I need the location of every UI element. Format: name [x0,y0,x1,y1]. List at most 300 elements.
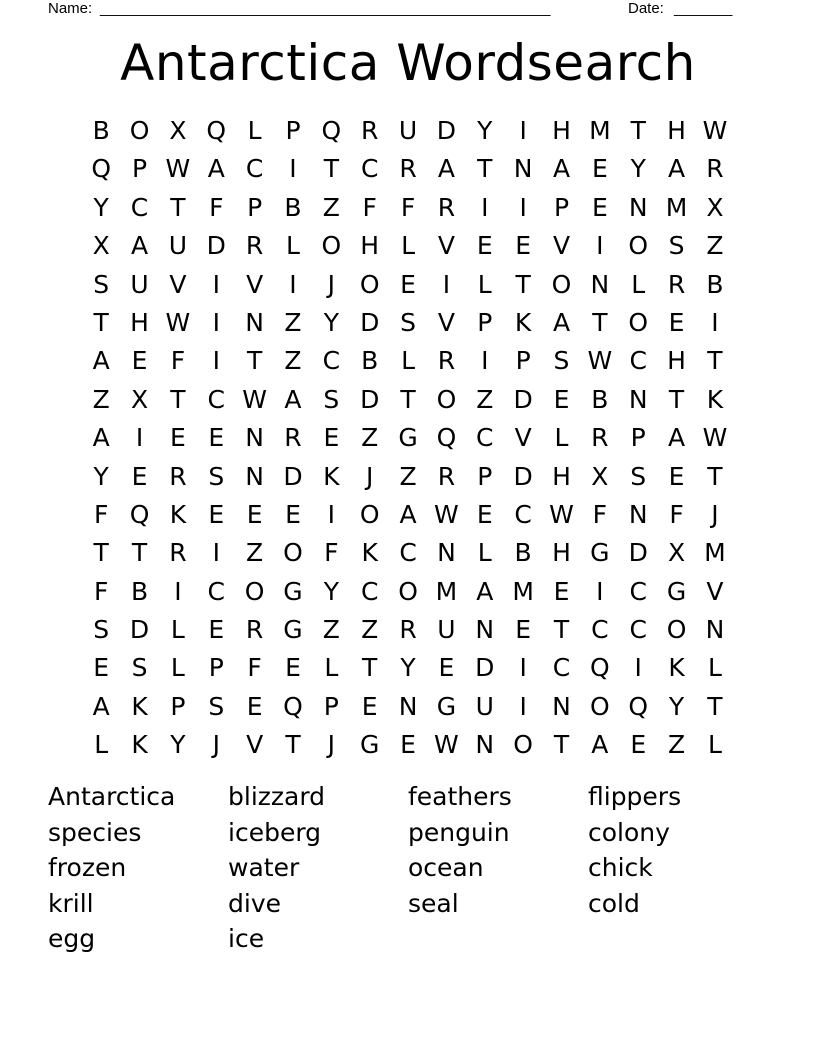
grid-letter[interactable]: I [212,307,220,337]
grid-letter[interactable]: D [513,384,533,414]
grid-letter[interactable]: V [169,269,187,299]
grid-letter[interactable]: O [436,384,457,414]
grid-letter[interactable]: E [438,653,455,683]
grid-letter[interactable]: E [630,730,647,760]
grid-letter[interactable]: C [514,499,532,529]
grid-letter[interactable]: E [553,384,570,414]
grid-letter[interactable]: H [360,231,380,261]
grid-letter[interactable]: O [359,269,380,299]
grid-letter[interactable]: H [552,461,571,491]
grid-letter[interactable]: K [131,691,148,721]
grid-letter[interactable]: B [591,384,609,414]
grid-letter[interactable]: B [514,538,532,568]
grid-letter[interactable]: I [442,269,451,299]
grid-letter[interactable]: O [628,231,649,261]
grid-letter[interactable]: W [165,307,191,337]
grid-letter[interactable]: Q [590,653,610,683]
grid-letter[interactable]: R [437,461,456,491]
grid-letter[interactable]: B [130,576,149,606]
grid-letter[interactable]: D [129,615,150,645]
grid-letter[interactable]: I [135,423,144,453]
grid-letter[interactable]: T [707,691,723,721]
grid-letter[interactable]: C [399,538,417,568]
grid-letter[interactable]: P [630,423,646,453]
grid-letter[interactable]: C [552,653,571,683]
grid-letter[interactable]: B [284,192,302,222]
grid-letter[interactable]: N [437,538,456,568]
word-list-item: dive [228,888,281,918]
grid-letter[interactable]: Q [129,499,150,529]
grid-letter[interactable]: C [629,615,647,645]
grid-letter[interactable]: N [513,154,533,184]
grid-letter[interactable]: F [592,499,608,529]
grid-letter[interactable]: N [475,730,495,760]
grid-letter[interactable]: N [590,269,610,299]
grid-letter[interactable]: Q [628,691,649,721]
grid-letter[interactable]: L [707,730,722,760]
grid-letter[interactable]: S [93,269,110,299]
grid-letter[interactable]: E [515,615,532,645]
grid-letter[interactable]: N [245,461,264,491]
grid-letter[interactable]: F [400,192,416,222]
grid-letter[interactable]: I [212,346,220,376]
grid-letter[interactable]: G [398,423,418,453]
grid-letter[interactable]: P [132,154,148,184]
grid-letter[interactable]: E [591,192,608,222]
grid-letter[interactable]: A [437,154,455,184]
grid-letter[interactable]: N [475,615,495,645]
grid-letter[interactable]: V [246,730,264,760]
grid-letter[interactable]: D [513,461,533,491]
grid-letter[interactable]: T [246,346,263,376]
grid-letter[interactable]: E [515,231,532,261]
grid-letter[interactable]: N [628,192,648,222]
grid-letter[interactable]: E [131,346,148,376]
grid-letter[interactable]: V [514,423,532,453]
grid-letter[interactable]: H [552,538,571,568]
grid-letter[interactable]: T [400,384,416,414]
grid-letter[interactable]: T [515,269,531,299]
grid-letter[interactable]: W [165,154,191,184]
grid-letter[interactable]: E [246,499,263,529]
grid-letter[interactable]: Z [399,461,417,491]
grid-letter[interactable]: D [360,307,380,337]
grid-letter[interactable]: E [400,269,416,299]
grid-letter[interactable]: D [475,653,495,683]
grid-letter[interactable]: R [169,538,187,568]
grid-letter[interactable]: P [323,691,339,721]
grid-letter[interactable]: J [327,269,336,299]
grid-letter[interactable]: Y [477,116,493,145]
grid-letter[interactable]: N [398,691,418,721]
grid-letter[interactable]: T [170,192,186,222]
word-list-row [48,886,768,922]
grid-letter[interactable]: W [702,116,728,145]
grid-letter[interactable]: V [706,576,724,606]
grid-letter[interactable]: I [596,231,604,261]
grid-letter[interactable]: T [553,730,570,760]
grid-letter[interactable]: L [707,653,722,683]
date-label: Date: [628,0,664,17]
grid-letter[interactable]: R [169,461,187,491]
grid-letter[interactable]: Z [246,538,264,568]
grid-letter[interactable]: N [245,423,264,453]
grid-letter[interactable]: L [401,346,416,376]
grid-letter[interactable]: F [209,192,224,222]
grid-letter[interactable]: G [590,538,610,568]
grid-letter[interactable]: E [170,423,186,453]
grid-letter[interactable]: I [289,154,297,184]
grid-letter[interactable]: E [400,730,416,760]
grid-letter[interactable]: A [552,154,571,184]
grid-letter[interactable]: P [170,691,186,721]
grid-letter[interactable]: T [630,116,646,145]
grid-letter[interactable]: A [399,499,417,529]
grid-letter[interactable]: R [245,615,264,645]
grid-letter[interactable]: T [553,615,570,645]
grid-letter[interactable]: O [283,538,303,568]
grid-letter[interactable]: X [591,461,609,491]
grid-letter[interactable]: Z [476,384,494,414]
grid-letter[interactable]: L [554,423,569,453]
grid-letter[interactable]: R [591,423,609,453]
grid-letter[interactable]: T [285,730,301,760]
grid-letter[interactable]: T [592,307,608,337]
grid-letter[interactable]: O [513,730,533,760]
grid-letter[interactable]: C [245,154,264,184]
grid-letter[interactable]: E [553,576,570,606]
grid-letter[interactable]: G [360,730,380,760]
grid-letter[interactable]: Z [284,307,302,337]
grid-letter[interactable]: Z [361,615,379,645]
grid-letter[interactable]: I [174,576,182,606]
grid-letter[interactable]: G [436,691,457,721]
grid-letter[interactable]: L [247,116,262,145]
grid-letter[interactable]: A [92,423,110,453]
grid-letter[interactable]: T [131,538,148,568]
grid-letter[interactable]: F [247,653,262,683]
grid-letter[interactable]: M [435,576,458,606]
name-field[interactable]: ______________________________________________________ [100,0,551,17]
grid-letter[interactable]: Z [361,423,379,453]
grid-letter[interactable]: D [206,231,226,261]
grid-letter[interactable]: X [130,384,149,414]
grid-letter[interactable]: F [669,499,684,529]
grid-letter[interactable]: O [129,116,150,145]
grid-letter[interactable]: A [591,730,609,760]
grid-letter[interactable]: C [476,423,494,453]
grid-letter[interactable]: L [94,730,109,760]
grid-letter[interactable]: R [399,615,417,645]
grid-letter[interactable]: J [366,461,374,491]
grid-letter[interactable]: C [360,154,379,184]
grid-letter[interactable]: Y [630,154,646,184]
grid-letter[interactable]: O [321,231,342,261]
grid-letter[interactable]: J [711,499,719,529]
grid-letter[interactable]: X [706,192,724,222]
grid-letter[interactable]: P [553,192,570,222]
grid-letter[interactable]: P [477,461,493,491]
grid-letter[interactable]: A [476,576,494,606]
grid-letter[interactable]: Y [170,730,186,760]
grid-letter[interactable]: A [130,231,149,261]
grid-letter[interactable]: I [212,269,220,299]
grid-letter[interactable]: P [477,307,493,337]
grid-letter[interactable]: E [668,461,685,491]
grid-letter[interactable]: T [362,653,378,683]
grid-letter[interactable]: L [170,615,185,645]
grid-letter[interactable]: S [93,615,110,645]
grid-letter[interactable]: I [289,269,297,299]
grid-letter[interactable]: P [285,116,301,145]
grid-letter[interactable]: N [552,691,571,721]
grid-letter[interactable]: X [668,538,686,568]
grid-letter[interactable]: W [242,384,267,414]
grid-letter[interactable]: C [591,615,609,645]
grid-letter[interactable]: I [596,576,604,606]
grid-letter[interactable]: C [360,576,379,606]
grid-letter[interactable]: L [170,653,185,683]
grid-letter[interactable]: S [553,346,570,376]
grid-letter[interactable]: I [327,499,336,529]
grid-letter[interactable]: U [475,691,494,721]
grid-letter[interactable]: F [170,346,186,376]
grid-letter[interactable]: F [362,192,377,222]
grid-letter[interactable]: S [630,461,647,491]
grid-letter[interactable]: K [706,384,724,414]
grid-letter[interactable]: I [711,307,719,337]
grid-letter[interactable]: I [212,538,220,568]
grid-letter[interactable]: F [93,576,109,606]
grid-letter[interactable]: A [92,691,110,721]
grid-letter[interactable]: T [707,461,723,491]
grid-letter[interactable]: T [323,154,339,184]
grid-letter[interactable]: I [519,192,527,222]
grid-letter[interactable]: U [130,269,149,299]
grid-letter[interactable]: E [476,499,493,529]
grid-letter[interactable]: Y [323,576,339,606]
grid-letter[interactable]: Q [436,423,457,453]
grid-letter[interactable]: R [245,231,264,261]
grid-letter[interactable]: G [666,576,687,606]
grid-letter[interactable]: Z [92,384,110,414]
grid-letter[interactable]: T [477,154,493,184]
grid-letter[interactable]: K [668,653,685,683]
grid-letter[interactable]: V [437,307,455,337]
grid-letter[interactable]: Y [93,461,109,491]
grid-letter[interactable]: Y [668,691,685,721]
grid-letter[interactable]: O [666,615,687,645]
grid-letter[interactable]: V [437,231,455,261]
grid-letter[interactable]: K [323,461,340,491]
grid-letter[interactable]: Q [321,116,342,145]
grid-letter[interactable]: I [634,653,642,683]
grid-letter[interactable]: R [361,116,379,145]
grid-letter[interactable]: E [591,154,608,184]
grid-letter[interactable]: K [361,538,378,568]
grid-letter[interactable]: S [668,231,685,261]
grid-letter[interactable]: F [324,538,339,568]
grid-letter[interactable]: J [212,730,220,760]
grid-letter[interactable]: H [130,307,149,337]
grid-letter[interactable]: E [208,615,225,645]
grid-letter[interactable]: K [514,307,532,337]
grid-letter[interactable]: E [93,653,110,683]
grid-letter[interactable]: U [398,116,418,145]
grid-letter[interactable]: D [628,538,648,568]
grid-letter[interactable]: T [668,384,685,414]
grid-letter[interactable]: E [361,691,378,721]
grid-letter[interactable]: Q [206,116,227,145]
grid-letter[interactable]: M [589,116,611,145]
grid-letter[interactable]: C [629,576,647,606]
grid-letter[interactable]: L [286,231,300,261]
grid-letter[interactable]: O [551,269,572,299]
grid-letter[interactable]: G [283,615,303,645]
grid-letter[interactable]: R [437,346,456,376]
grid-letter[interactable]: O [590,691,610,721]
grid-letter[interactable]: W [587,346,613,376]
grid-letter[interactable]: W [549,499,574,529]
grid-letter[interactable]: A [668,154,686,184]
grid-letter[interactable]: W [702,423,728,453]
grid-letter[interactable]: V [246,269,264,299]
grid-row [82,342,734,380]
grid-row [82,611,734,649]
grid-letter[interactable]: F [93,499,109,529]
grid-letter[interactable]: T [93,538,109,568]
grid-letter[interactable]: S [323,384,340,414]
grid-letter[interactable]: P [515,346,531,376]
grid-letter[interactable]: O [244,576,265,606]
grid-letter[interactable]: I [519,653,527,683]
grid-letter[interactable]: S [208,461,225,491]
grid-letter[interactable]: R [437,192,456,222]
grid-letter[interactable]: E [246,691,263,721]
grid-letter[interactable]: R [667,269,686,299]
grid-letter[interactable]: T [93,307,109,337]
grid-letter[interactable]: L [631,269,646,299]
grid-letter[interactable]: I [481,192,489,222]
grid-letter[interactable]: L [324,653,339,683]
grid-letter[interactable]: Q [91,154,112,184]
grid-letter[interactable]: X [92,231,110,261]
grid-letter[interactable]: N [628,384,648,414]
grid-letter[interactable]: R [284,423,302,453]
grid-letter[interactable]: C [322,346,341,376]
grid-letter[interactable]: J [327,730,336,760]
grid-letter[interactable]: G [283,576,303,606]
grid-letter[interactable]: P [247,192,263,222]
grid-letter[interactable]: I [519,116,527,145]
grid-letter[interactable]: S [400,307,416,337]
grid-letter[interactable]: H [667,346,686,376]
grid-letter[interactable]: E [208,499,225,529]
grid-letter[interactable]: L [477,269,492,299]
grid-letter[interactable]: S [131,653,148,683]
grid-letter[interactable]: U [437,615,456,645]
grid-letter[interactable]: Z [706,231,724,261]
grid-letter[interactable]: Z [322,615,340,645]
grid-letter[interactable]: Y [323,307,339,337]
grid-letter[interactable]: M [665,192,688,222]
grid-letter[interactable]: Z [322,192,340,222]
grid-letter[interactable]: V [552,231,571,261]
grid-letter[interactable]: B [361,346,379,376]
date-field[interactable]: _______ [674,0,733,17]
grid-letter[interactable]: R [706,154,724,184]
grid-letter[interactable]: B [706,269,724,299]
grid-letter[interactable]: M [704,538,726,568]
grid-letter[interactable]: I [481,346,489,376]
grid-letter[interactable]: E [476,231,493,261]
grid-row [82,726,734,764]
grid-letter[interactable]: O [628,307,649,337]
grid-letter[interactable]: E [285,499,301,529]
grid-letter[interactable]: A [668,423,686,453]
grid-letter[interactable]: N [245,307,264,337]
grid-letter[interactable]: L [401,231,416,261]
grid-letter[interactable]: Z [284,346,302,376]
grid-letter[interactable]: Y [93,192,109,222]
grid-letter[interactable]: A [92,346,110,376]
grid-letter[interactable]: W [434,499,459,529]
grid-letter[interactable]: M [512,576,534,606]
grid-letter[interactable]: H [667,116,686,145]
grid-letter[interactable]: K [169,499,187,529]
grid-letter[interactable]: N [705,615,725,645]
grid-letter[interactable]: D [436,116,457,145]
grid-letter[interactable]: E [668,307,685,337]
grid-letter[interactable]: U [168,231,188,261]
word-list [48,779,768,957]
grid-letter[interactable]: H [552,116,571,145]
grid-letter[interactable]: Z [668,730,686,760]
grid-letter[interactable]: Q [283,691,303,721]
grid-letter[interactable]: R [399,154,417,184]
grid-letter[interactable]: T [170,384,186,414]
grid-letter[interactable]: N [628,499,648,529]
grid-letter[interactable]: D [283,461,303,491]
grid-letter[interactable]: L [477,538,492,568]
grid-letter[interactable]: Y [400,653,416,683]
grid-letter[interactable]: K [131,730,148,760]
grid-row [82,381,734,419]
grid-letter[interactable]: C [207,384,225,414]
grid-letter[interactable]: E [323,423,340,453]
grid-letter[interactable]: D [360,384,380,414]
grid-letter[interactable]: C [130,192,149,222]
grid-letter[interactable]: S [208,691,225,721]
grid-letter[interactable]: P [208,653,224,683]
grid-letter[interactable]: A [284,384,302,414]
grid-letter[interactable]: O [398,576,418,606]
grid-letter[interactable]: C [629,346,647,376]
grid-letter[interactable]: X [169,116,187,145]
grid-letter[interactable]: B [92,116,110,145]
grid-letter[interactable]: T [707,346,723,376]
grid-letter[interactable]: O [359,499,380,529]
grid-letter[interactable]: A [552,307,571,337]
grid-letter[interactable]: E [131,461,148,491]
grid-letter[interactable]: I [519,691,527,721]
grid-letter[interactable]: W [434,730,459,760]
grid-letter[interactable]: E [208,423,225,453]
grid-letter[interactable]: C [207,576,225,606]
grid-letter[interactable]: A [207,154,225,184]
grid-letter[interactable]: E [285,653,301,683]
word-list-item: blizzard [228,782,326,811]
